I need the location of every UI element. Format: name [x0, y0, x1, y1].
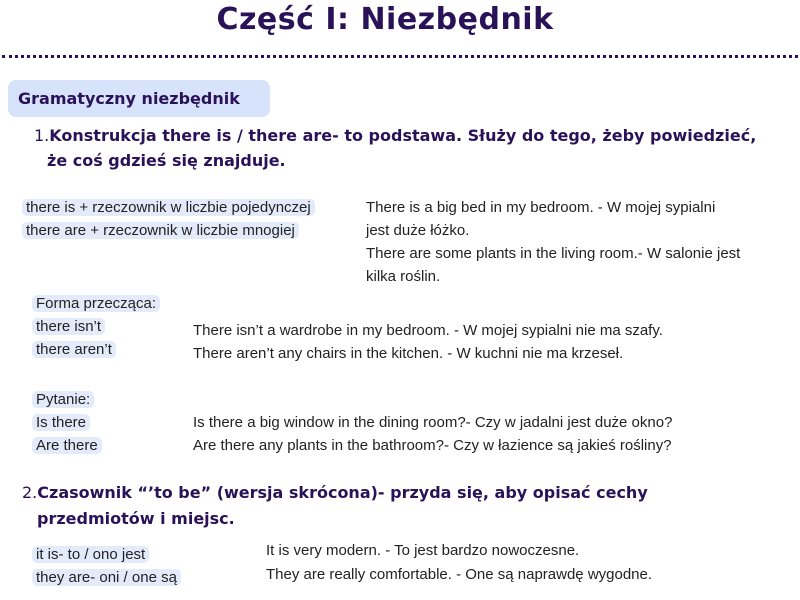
point-1-line-2: że coś gdzieś się znajduje. — [47, 151, 286, 170]
question-example-2: Are there any plants in the bathroom?- Czy w łazience są jakieś rośliny? — [193, 437, 672, 454]
point-2-heading — [22, 481, 648, 505]
example-line: There is a big bed in my bedroom. - W mojej sypialni — [366, 199, 716, 216]
negative-form-isnt: there isn’t — [32, 318, 105, 335]
rule-they-are: they are- oni / one są — [32, 569, 181, 586]
negative-label: Forma przecząca: — [32, 295, 160, 312]
point-1-number: 1. — [34, 126, 50, 145]
negative-form-arent: there aren’t — [32, 341, 116, 358]
rule-singular: there is + rzeczownik w liczbie pojedynczej — [22, 199, 315, 216]
rule-plural: there are + rzeczownik w liczbie mnogiej — [22, 222, 299, 239]
example-line: There are some plants in the living room.- W salonie jest — [366, 245, 741, 262]
section-tag: Gramatyczny niezbędnik — [8, 80, 270, 117]
point-2-line-1: Czasownik “’to be” (wersja skrócona)- przyda się, aby opisać cechy — [37, 483, 648, 502]
point-1-line-1: Konstrukcja there is / there are- to podstawa. Służy do tego, żeby powiedzieć, — [49, 126, 757, 145]
question-label: Pytanie: — [32, 391, 94, 408]
point-2-line-2: przedmiotów i miejsc. — [37, 509, 235, 528]
negative-example-1: There isn’t a wardrobe in my bedroom. - W mojej sypialni nie ma szafy. — [193, 322, 663, 339]
example-it-is: It is very modern. - To jest bardzo nowoczesne. — [266, 542, 580, 559]
point-1-heading — [34, 124, 756, 148]
example-they-are: They are really comfortable. - One są naprawdę wygodne. — [266, 566, 653, 583]
question-example-1: Is there a big window in the dining room?- Czy w jadalni jest duże okno? — [193, 414, 673, 431]
negative-example-2: There aren’t any chairs in the kitchen. - W kuchni nie ma krzeseł. — [193, 345, 624, 362]
page-title: Część I: Niezbędnik — [216, 2, 554, 37]
examples-1 — [366, 196, 740, 288]
question-form-are-there: Are there — [32, 437, 102, 454]
question-form-is-there: Is there — [32, 414, 90, 431]
example-line: jest duże łóżko. — [366, 222, 470, 239]
title-divider — [2, 55, 798, 58]
point-2-number: 2. — [22, 483, 38, 502]
example-line: kilka roślin. — [366, 268, 441, 285]
rule-it-is: it is- to / ono jest — [32, 546, 149, 563]
